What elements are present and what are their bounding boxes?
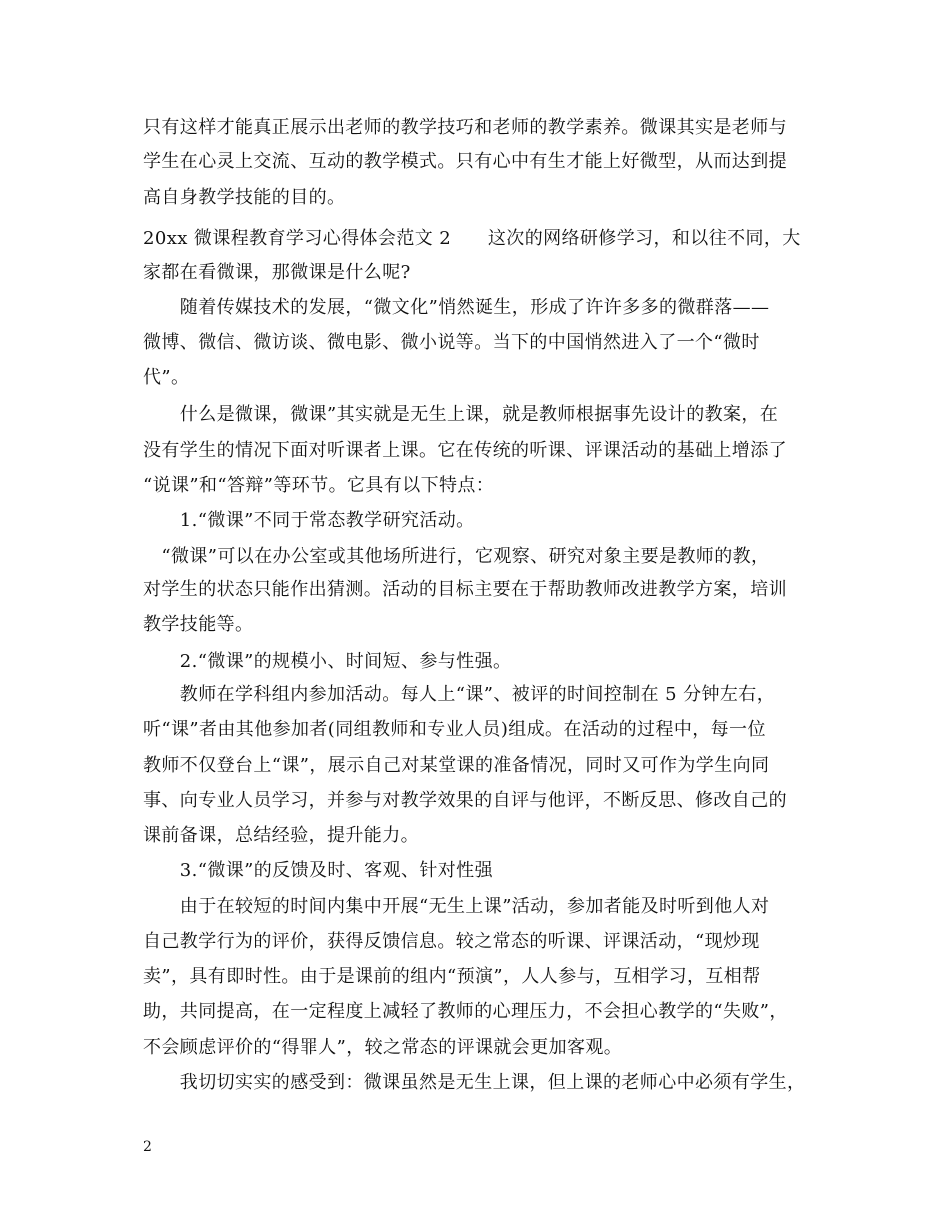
text-line-21: 课前备课，总结经验，提升能力。 [143,825,419,846]
text-line-23: 由于在较短的时间内集中开展“无生上课”活动，参加者能及时听到他人对 [143,896,770,917]
text-line-4: 20xx 微课程教育学习心得体会范文 2 这次的网络研修学习，和以往不同，大 [143,228,801,249]
text-line-25: 卖”，具有即时性。由于是课前的组内“预演”，人人参与，互相学习，互相帮 [143,966,761,987]
text-line-2: 学生在心灵上交流、互动的教学模式。只有心中有生才能上好微型，从而达到提 [143,151,787,172]
text-line-17: 教师在学科组内参加活动。每人上“课”、被评的时间控制在 5 分钟左右， [143,684,776,705]
text-line-26: 助，共同提高，在一定程度上减轻了教师的心理压力，不会担心教学的“失败”， [143,1001,788,1022]
text-line-24: 自己教学行为的评价，获得反馈信息。较之常态的听课、评课活动，“现炒现 [143,931,760,952]
text-line-8: 代”。 [143,367,190,388]
text-line-5: 家都在看微课，那微课是什么呢? [143,262,411,283]
text-line-1: 只有这样才能真正展示出老师的教学技巧和老师的教学素养。微课其实是老师与 [143,117,787,138]
text-line-10: 没有学生的情况下面对听课者上课。它在传统的听课、评课活动的基础上增添了 [143,440,787,461]
text-line-12: 1.“微课”不同于常态教学研究活动。 [143,510,475,531]
text-line-13: “微课”可以在办公室或其他场所进行，它观察、研究对象主要是教师的教， [143,546,770,567]
text-line-22: 3.“微课”的反馈及时、客观、针对性强 [143,860,493,881]
text-line-9: 什么是微课，微课”其实就是无生上课，就是教师根据事先设计的教案，在 [143,404,779,425]
text-line-28: 我切切实实的感受到：微课虽然是无生上课，但上课的老师心中必须有学生， [143,1072,806,1093]
text-line-11: “说课”和“答辩”等环节。它具有以下特点： [143,475,495,496]
page-number: 2 [143,1139,152,1155]
text-line-19: 教师不仅登台上“课”，展示自己对某堂课的准备情况，同时又可作为学生向同 [143,755,770,776]
text-line-16: 2.“微课”的规模小、时间短、参与性强。 [143,651,512,672]
text-line-3: 高自身教学技能的目的。 [143,187,346,208]
text-line-15: 教学技能等。 [143,614,254,635]
text-line-18: 听“课”者由其他参加者(同组教师和专业人员)组成。在活动的过程中，每一位 [143,719,766,740]
text-line-27: 不会顾虑评价的“得罪人”，较之常态的评课就会更加客观。 [143,1037,623,1058]
text-line-14: 对学生的状态只能作出猜测。活动的目标主要在于帮助教师改进教学方案，培训 [143,579,787,600]
text-line-20: 事、向专业人员学习，并参与对教学效果的自评与他评，不断反思、修改自己的 [143,790,787,811]
text-line-7: 微博、微信、微访谈、微电影、微小说等。当下的中国悄然进入了一个“微时 [143,332,760,353]
text-line-6: 随着传媒技术的发展，“微文化”悄然诞生，形成了许许多多的微群落—— [143,297,770,318]
